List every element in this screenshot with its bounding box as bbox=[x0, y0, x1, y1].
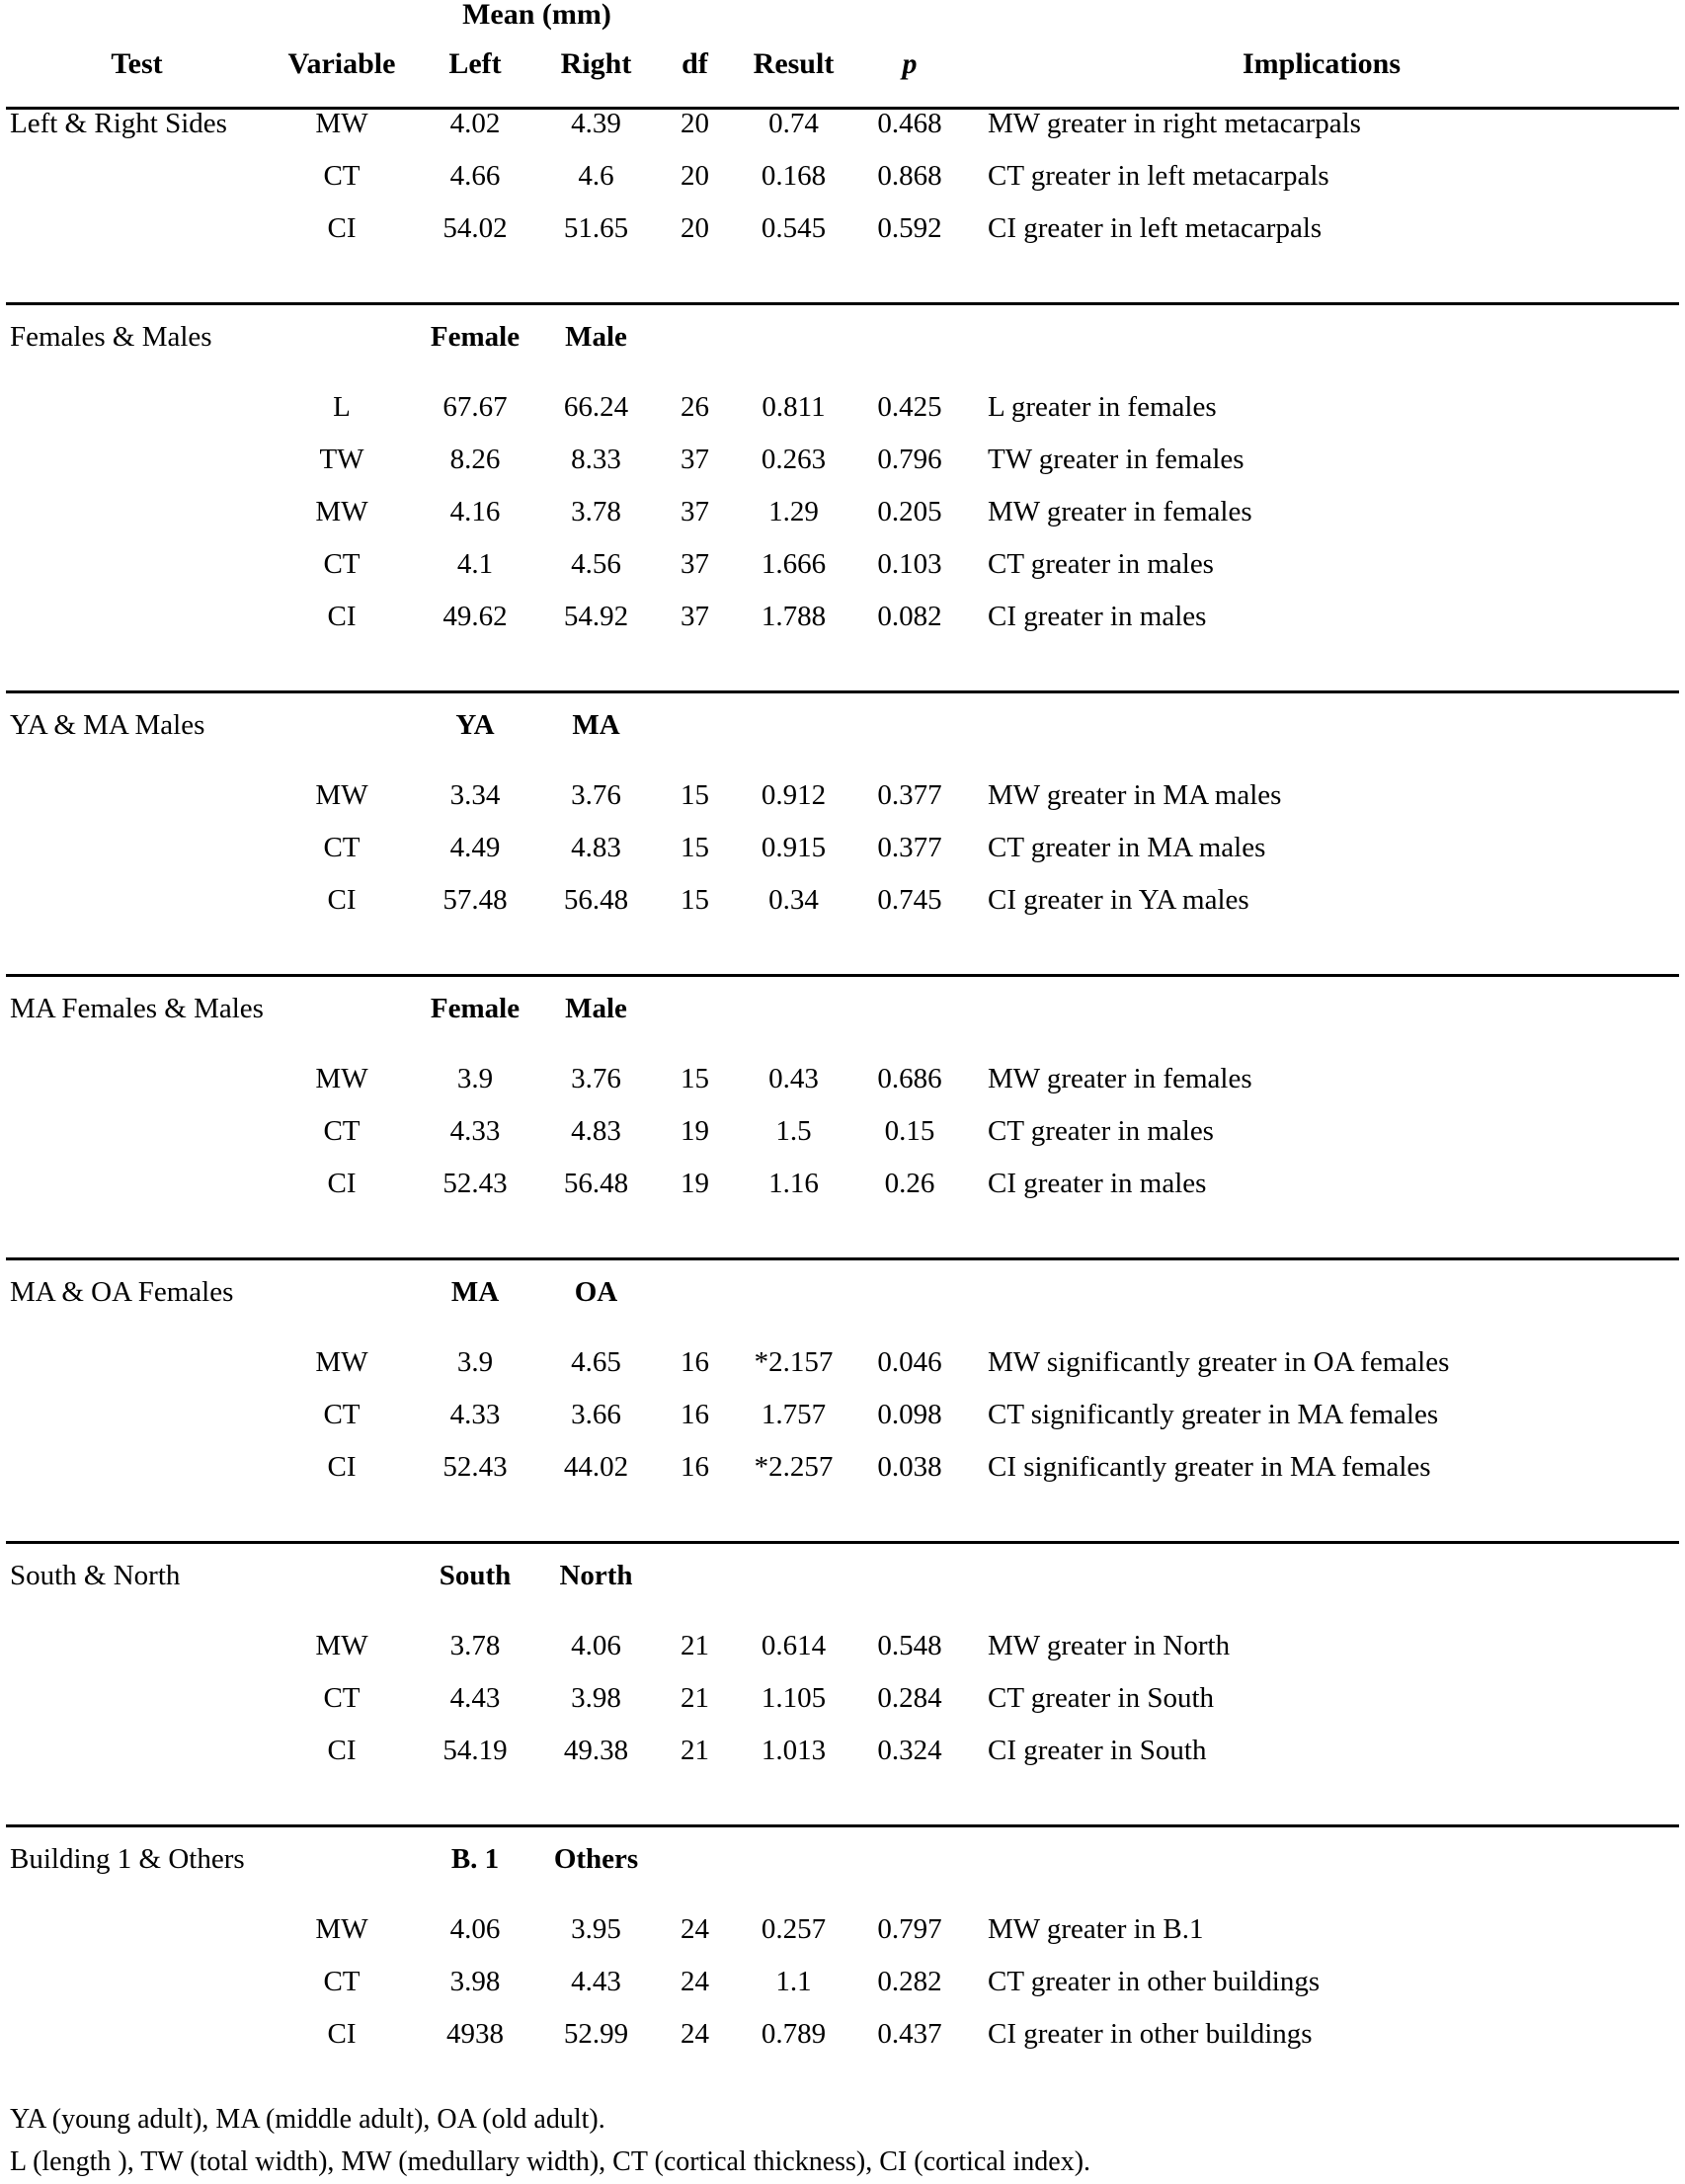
column-header-right: Right bbox=[560, 47, 632, 80]
subheader-gap bbox=[6, 1047, 1679, 1065]
df-cell: 37 bbox=[681, 444, 709, 475]
right-value-cell: 51.65 bbox=[563, 212, 629, 244]
subheader-right: MA bbox=[572, 709, 620, 741]
test-name: MA Females & Males bbox=[10, 993, 264, 1024]
subheader-gap bbox=[6, 1614, 1679, 1632]
implication-cell: CI greater in males bbox=[988, 601, 1207, 632]
result-cell: 1.105 bbox=[761, 1682, 827, 1714]
df-cell: 24 bbox=[681, 2018, 709, 2050]
footnote-line: L (length ), TW (total width), MW (medullary width), CT (cortical thickness), CI (cortical index). bbox=[10, 2146, 1091, 2178]
implication-cell: CT greater in MA males bbox=[988, 832, 1266, 863]
block-subheader-row bbox=[6, 323, 1679, 375]
right-value-cell: 4.56 bbox=[571, 548, 621, 580]
result-cell: *2.157 bbox=[754, 1346, 834, 1378]
test-name bbox=[6, 781, 268, 834]
variable-cell bbox=[268, 323, 416, 375]
column-header-test: Test bbox=[111, 47, 163, 80]
implication-cell: CT greater in other buildings bbox=[988, 1966, 1321, 1997]
p-cell: 0.038 bbox=[877, 1451, 942, 1483]
spacer-cell bbox=[658, 0, 1679, 49]
p-cell: 0.797 bbox=[877, 1913, 942, 1945]
implication-cell: MW greater in females bbox=[988, 1063, 1252, 1094]
subheader-left: MA bbox=[450, 1276, 500, 1308]
implication-cell: CI greater in South bbox=[988, 1735, 1207, 1766]
df-cell bbox=[658, 995, 732, 1047]
variable-cell: MW bbox=[315, 779, 368, 811]
df-cell: 24 bbox=[681, 1966, 709, 1997]
df-cell: 16 bbox=[681, 1346, 709, 1378]
df-cell bbox=[658, 1278, 732, 1331]
block-spacer bbox=[6, 1260, 1679, 1278]
left-value-cell: 57.48 bbox=[442, 884, 508, 916]
block-subheader-row bbox=[6, 995, 1679, 1047]
result-cell: 0.545 bbox=[761, 212, 827, 244]
subheader-left: Female bbox=[430, 321, 521, 353]
column-header-variable: Variable bbox=[287, 47, 396, 80]
df-cell: 15 bbox=[681, 884, 709, 916]
subheader-left: South bbox=[439, 1560, 512, 1591]
variable-cell bbox=[268, 1278, 416, 1331]
right-value-cell: 3.76 bbox=[571, 779, 621, 811]
left-value-cell: 4.02 bbox=[449, 108, 501, 139]
implication-cell: MW greater in North bbox=[988, 1630, 1231, 1661]
left-value-cell: 3.78 bbox=[449, 1630, 501, 1661]
df-cell bbox=[658, 711, 732, 764]
result-cell: 0.34 bbox=[768, 884, 819, 916]
p-cell: 0.468 bbox=[877, 108, 942, 139]
df-cell: 19 bbox=[681, 1115, 709, 1147]
table-row bbox=[6, 1401, 1679, 1453]
variable-cell: CI bbox=[327, 1168, 357, 1199]
right-value-cell: 4.39 bbox=[571, 108, 621, 139]
table-row bbox=[6, 214, 1679, 267]
test-name bbox=[6, 393, 268, 445]
variable-cell: MW bbox=[315, 1630, 368, 1661]
left-value-cell: 52.43 bbox=[442, 1451, 508, 1483]
spacer-cell bbox=[268, 0, 416, 49]
variable-cell: MW bbox=[315, 108, 368, 139]
subheader-left: B. 1 bbox=[450, 1843, 500, 1875]
result-cell bbox=[732, 1845, 855, 1898]
result-cell: 1.1 bbox=[775, 1966, 812, 1997]
subheader-right: Male bbox=[565, 993, 627, 1024]
right-value-cell: 4.65 bbox=[571, 1346, 621, 1378]
left-value-cell: 4.16 bbox=[449, 496, 501, 527]
test-name: Building 1 & Others bbox=[10, 1843, 245, 1875]
right-value-cell: 66.24 bbox=[563, 391, 629, 423]
p-cell: 0.284 bbox=[877, 1682, 942, 1714]
right-value-cell: 4.06 bbox=[571, 1630, 621, 1661]
variable-cell: MW bbox=[315, 1346, 368, 1378]
right-value-cell: 56.48 bbox=[563, 884, 629, 916]
column-header-implications: Implications bbox=[1242, 47, 1402, 80]
test-name bbox=[6, 1737, 268, 1789]
test-name bbox=[6, 498, 268, 550]
variable-cell bbox=[268, 1845, 416, 1898]
implication-cell: CI greater in other buildings bbox=[988, 2018, 1313, 2050]
table-row bbox=[6, 550, 1679, 603]
right-value-cell: 3.66 bbox=[571, 1399, 621, 1430]
variable-cell: MW bbox=[315, 496, 368, 527]
block-spacer bbox=[6, 1827, 1679, 1845]
table-row bbox=[6, 498, 1679, 550]
result-cell: 1.666 bbox=[761, 548, 827, 580]
left-value-cell: 4.66 bbox=[449, 160, 501, 192]
left-value-cell: 4.43 bbox=[449, 1682, 501, 1714]
result-cell bbox=[732, 1562, 855, 1614]
variable-cell: CT bbox=[323, 1115, 361, 1147]
test-name: YA & MA Males bbox=[10, 709, 205, 741]
block-spacer bbox=[6, 305, 1679, 323]
df-cell: 20 bbox=[681, 212, 709, 244]
variable-cell: TW bbox=[319, 444, 364, 475]
df-cell: 15 bbox=[681, 832, 709, 863]
p-cell: 0.745 bbox=[877, 884, 942, 916]
variable-cell: CI bbox=[327, 1735, 357, 1766]
implication-cell: CI greater in males bbox=[988, 1168, 1207, 1199]
column-header-df: df bbox=[682, 47, 708, 80]
block-subheader-row bbox=[6, 1845, 1679, 1898]
table-row bbox=[6, 886, 1679, 938]
variable-cell: CI bbox=[327, 212, 357, 244]
implication-cell: CT greater in males bbox=[988, 548, 1214, 580]
implication-cell bbox=[964, 323, 1679, 375]
mean-header-label: Mean (mm) bbox=[462, 0, 611, 31]
test-name bbox=[6, 162, 268, 214]
table-row bbox=[6, 1065, 1679, 1117]
result-cell: 0.168 bbox=[761, 160, 827, 192]
variable-cell bbox=[268, 711, 416, 764]
table-row bbox=[6, 1915, 1679, 1968]
left-value-cell: 49.62 bbox=[442, 601, 508, 632]
implication-cell: CT greater in left metacarpals bbox=[988, 160, 1329, 192]
df-cell: 24 bbox=[681, 1913, 709, 1945]
left-value-cell: 4.1 bbox=[456, 548, 494, 580]
df-cell: 15 bbox=[681, 779, 709, 811]
implication-cell: CT greater in South bbox=[988, 1682, 1215, 1714]
left-value-cell: 54.19 bbox=[442, 1735, 508, 1766]
right-value-cell: 56.48 bbox=[563, 1168, 629, 1199]
df-cell bbox=[658, 323, 732, 375]
implication-cell: MW greater in right metacarpals bbox=[988, 108, 1361, 139]
df-cell: 20 bbox=[681, 108, 709, 139]
variable-cell bbox=[268, 995, 416, 1047]
result-cell: *2.257 bbox=[754, 1451, 834, 1483]
df-cell: 37 bbox=[681, 548, 709, 580]
p-cell: 0.377 bbox=[877, 779, 942, 811]
p-cell: 0.046 bbox=[877, 1346, 942, 1378]
implication-cell bbox=[964, 1562, 1679, 1614]
test-name bbox=[6, 886, 268, 938]
table-row bbox=[6, 110, 1679, 162]
right-value-cell: 54.92 bbox=[563, 601, 629, 632]
implication-cell: L greater in females bbox=[988, 391, 1217, 423]
table-row bbox=[6, 1348, 1679, 1401]
result-cell: 1.29 bbox=[768, 496, 819, 527]
test-name: MA & OA Females bbox=[10, 1276, 234, 1308]
df-cell: 21 bbox=[681, 1682, 709, 1714]
table-row bbox=[6, 2020, 1679, 2072]
result-cell bbox=[732, 323, 855, 375]
block-spacer bbox=[6, 267, 1679, 302]
table-row bbox=[6, 1632, 1679, 1684]
result-cell: 0.614 bbox=[761, 1630, 827, 1661]
test-name: Females & Males bbox=[10, 321, 212, 353]
variable-cell bbox=[268, 1562, 416, 1614]
result-cell: 0.74 bbox=[768, 108, 819, 139]
variable-cell: CI bbox=[327, 2018, 357, 2050]
subheader-left: YA bbox=[455, 709, 495, 741]
subheader-right: OA bbox=[574, 1276, 618, 1308]
result-cell: 1.757 bbox=[761, 1399, 827, 1430]
block-spacer bbox=[6, 655, 1679, 690]
df-cell: 15 bbox=[681, 1063, 709, 1094]
implication-cell: CI significantly greater in MA females bbox=[988, 1451, 1431, 1483]
test-name bbox=[6, 1968, 268, 2020]
right-value-cell: 49.38 bbox=[563, 1735, 629, 1766]
p-cell bbox=[855, 1278, 964, 1331]
implication-cell: CT greater in males bbox=[988, 1115, 1214, 1147]
footnote-line: YA (young adult), MA (middle adult), OA (old adult). bbox=[10, 2104, 605, 2135]
variable-cell: CT bbox=[323, 832, 361, 863]
p-cell: 0.437 bbox=[877, 2018, 942, 2050]
implication-cell: MW significantly greater in OA females bbox=[988, 1346, 1450, 1378]
variable-cell: CI bbox=[327, 884, 357, 916]
table-row bbox=[6, 1453, 1679, 1505]
result-cell: 0.811 bbox=[762, 391, 826, 423]
p-cell: 0.103 bbox=[877, 548, 942, 580]
p-cell: 0.868 bbox=[877, 160, 942, 192]
block-spacer bbox=[6, 1544, 1679, 1562]
df-cell bbox=[658, 1845, 732, 1898]
right-value-cell: 52.99 bbox=[563, 2018, 629, 2050]
variable-cell: CT bbox=[323, 160, 361, 192]
implication-cell bbox=[964, 1845, 1679, 1898]
p-cell: 0.592 bbox=[877, 212, 942, 244]
implication-cell: MW greater in B.1 bbox=[988, 1913, 1204, 1945]
p-cell: 0.686 bbox=[877, 1063, 942, 1094]
p-cell bbox=[855, 323, 964, 375]
df-cell bbox=[658, 1562, 732, 1614]
implication-cell: CI greater in left metacarpals bbox=[988, 212, 1323, 244]
result-cell bbox=[732, 711, 855, 764]
table-row bbox=[6, 162, 1679, 214]
df-cell: 16 bbox=[681, 1399, 709, 1430]
p-cell: 0.425 bbox=[877, 391, 942, 423]
variable-cell: CT bbox=[323, 1682, 361, 1714]
variable-cell: MW bbox=[315, 1063, 368, 1094]
left-value-cell: 4938 bbox=[446, 2018, 504, 2050]
test-name bbox=[6, 1401, 268, 1453]
test-name bbox=[6, 1632, 268, 1684]
spacer-cell bbox=[6, 0, 268, 49]
block-subheader-row bbox=[6, 1278, 1679, 1331]
p-cell: 0.26 bbox=[884, 1168, 935, 1199]
statistics-table bbox=[6, 0, 1679, 2072]
left-value-cell: 4.33 bbox=[449, 1399, 501, 1430]
p-cell: 0.15 bbox=[884, 1115, 935, 1147]
left-value-cell: 3.34 bbox=[449, 779, 501, 811]
implication-cell: CT significantly greater in MA females bbox=[988, 1399, 1439, 1430]
right-value-cell: 4.83 bbox=[571, 1115, 621, 1147]
table-row bbox=[6, 445, 1679, 498]
right-value-cell: 44.02 bbox=[563, 1451, 629, 1483]
test-name bbox=[6, 603, 268, 655]
block-spacer bbox=[6, 1789, 1679, 1824]
variable-cell: CT bbox=[323, 1966, 361, 1997]
left-value-cell: 4.33 bbox=[449, 1115, 501, 1147]
p-cell bbox=[855, 711, 964, 764]
variable-cell: CI bbox=[327, 601, 357, 632]
right-value-cell: 4.43 bbox=[571, 1966, 621, 1997]
left-value-cell: 4.06 bbox=[449, 1913, 501, 1945]
variable-cell: L bbox=[333, 391, 351, 423]
result-cell: 1.013 bbox=[761, 1735, 827, 1766]
mean-header-row bbox=[6, 0, 1679, 49]
column-header-row bbox=[6, 49, 1679, 107]
result-cell: 1.5 bbox=[775, 1115, 812, 1147]
test-name bbox=[6, 2020, 268, 2072]
result-cell: 1.16 bbox=[768, 1168, 819, 1199]
subheader-gap bbox=[6, 375, 1679, 393]
df-cell: 20 bbox=[681, 160, 709, 192]
result-cell: 0.43 bbox=[768, 1063, 819, 1094]
result-cell: 0.912 bbox=[761, 779, 827, 811]
left-value-cell: 52.43 bbox=[442, 1168, 508, 1199]
result-cell: 0.915 bbox=[761, 832, 827, 863]
subheader-gap bbox=[6, 764, 1679, 781]
df-cell: 37 bbox=[681, 496, 709, 527]
p-cell: 0.377 bbox=[877, 832, 942, 863]
block-subheader-row bbox=[6, 1562, 1679, 1614]
left-value-cell: 4.49 bbox=[449, 832, 501, 863]
result-cell bbox=[732, 1278, 855, 1331]
variable-cell: CT bbox=[323, 548, 361, 580]
subheader-right: Male bbox=[565, 321, 627, 353]
p-cell: 0.796 bbox=[877, 444, 942, 475]
table-row bbox=[6, 1117, 1679, 1170]
table-row bbox=[6, 393, 1679, 445]
subheader-right: Others bbox=[553, 1843, 639, 1875]
left-value-cell: 67.67 bbox=[442, 391, 508, 423]
subheader-gap bbox=[6, 1898, 1679, 1915]
df-cell: 26 bbox=[681, 391, 709, 423]
block-spacer bbox=[6, 1222, 1679, 1257]
test-name bbox=[6, 1117, 268, 1170]
p-cell: 0.205 bbox=[877, 496, 942, 527]
implication-cell bbox=[964, 711, 1679, 764]
implication-cell: CI greater in YA males bbox=[988, 884, 1249, 916]
implication-cell: TW greater in females bbox=[988, 444, 1244, 475]
result-cell: 0.789 bbox=[761, 2018, 827, 2050]
variable-cell: MW bbox=[315, 1913, 368, 1945]
left-value-cell: 3.9 bbox=[456, 1346, 494, 1378]
subheader-right: North bbox=[559, 1560, 633, 1591]
right-value-cell: 3.76 bbox=[571, 1063, 621, 1094]
left-value-cell: 3.9 bbox=[456, 1063, 494, 1094]
test-name bbox=[6, 1915, 268, 1968]
block-spacer bbox=[6, 938, 1679, 974]
p-cell bbox=[855, 1845, 964, 1898]
mean-header-cell bbox=[416, 0, 658, 49]
table-row bbox=[6, 1968, 1679, 2020]
test-name bbox=[6, 834, 268, 886]
right-value-cell: 3.78 bbox=[571, 496, 621, 527]
variable-cell: CT bbox=[323, 1399, 361, 1430]
implication-cell bbox=[964, 995, 1679, 1047]
right-value-cell: 3.95 bbox=[571, 1913, 621, 1945]
block-spacer bbox=[6, 1505, 1679, 1541]
test-name bbox=[6, 214, 268, 267]
p-cell: 0.282 bbox=[877, 1966, 942, 1997]
table-row bbox=[6, 1737, 1679, 1789]
left-value-cell: 54.02 bbox=[442, 212, 508, 244]
table-row bbox=[6, 603, 1679, 655]
p-cell: 0.548 bbox=[877, 1630, 942, 1661]
df-cell: 16 bbox=[681, 1451, 709, 1483]
df-cell: 37 bbox=[681, 601, 709, 632]
right-value-cell: 4.83 bbox=[571, 832, 621, 863]
right-value-cell: 3.98 bbox=[571, 1682, 621, 1714]
df-cell: 19 bbox=[681, 1168, 709, 1199]
column-header-left: Left bbox=[448, 47, 502, 80]
subheader-left: Female bbox=[430, 993, 521, 1024]
p-cell: 0.098 bbox=[877, 1399, 942, 1430]
table-row bbox=[6, 781, 1679, 834]
result-cell: 0.257 bbox=[761, 1913, 827, 1945]
table-footnotes bbox=[6, 2098, 1679, 2184]
test-name bbox=[6, 1065, 268, 1117]
implication-cell: MW greater in MA males bbox=[988, 779, 1282, 811]
left-value-cell: 8.26 bbox=[449, 444, 501, 475]
test-name: Left & Right Sides bbox=[10, 108, 227, 139]
p-cell bbox=[855, 995, 964, 1047]
implication-cell: MW greater in females bbox=[988, 496, 1252, 527]
test-name bbox=[6, 1348, 268, 1401]
right-value-cell: 8.33 bbox=[571, 444, 621, 475]
df-cell: 21 bbox=[681, 1735, 709, 1766]
block-subheader-row bbox=[6, 711, 1679, 764]
test-name bbox=[6, 1684, 268, 1737]
block-spacer bbox=[6, 693, 1679, 711]
p-cell: 0.324 bbox=[877, 1735, 942, 1766]
implication-cell bbox=[964, 1278, 1679, 1331]
result-cell: 0.263 bbox=[761, 444, 827, 475]
test-name bbox=[6, 1453, 268, 1505]
test-name bbox=[6, 445, 268, 498]
variable-cell: CI bbox=[327, 1451, 357, 1483]
test-name bbox=[6, 1170, 268, 1222]
column-header-p: p bbox=[902, 47, 918, 80]
right-value-cell: 4.6 bbox=[578, 160, 614, 192]
table-row bbox=[6, 1684, 1679, 1737]
result-cell bbox=[732, 995, 855, 1047]
test-name bbox=[6, 550, 268, 603]
p-cell bbox=[855, 1562, 964, 1614]
table-row bbox=[6, 1170, 1679, 1222]
left-value-cell: 3.98 bbox=[449, 1966, 501, 1997]
table-row bbox=[6, 834, 1679, 886]
result-cell: 1.788 bbox=[761, 601, 827, 632]
p-cell: 0.082 bbox=[877, 601, 942, 632]
column-header-result: Result bbox=[753, 47, 835, 80]
test-name: South & North bbox=[10, 1560, 181, 1591]
df-cell: 21 bbox=[681, 1630, 709, 1661]
